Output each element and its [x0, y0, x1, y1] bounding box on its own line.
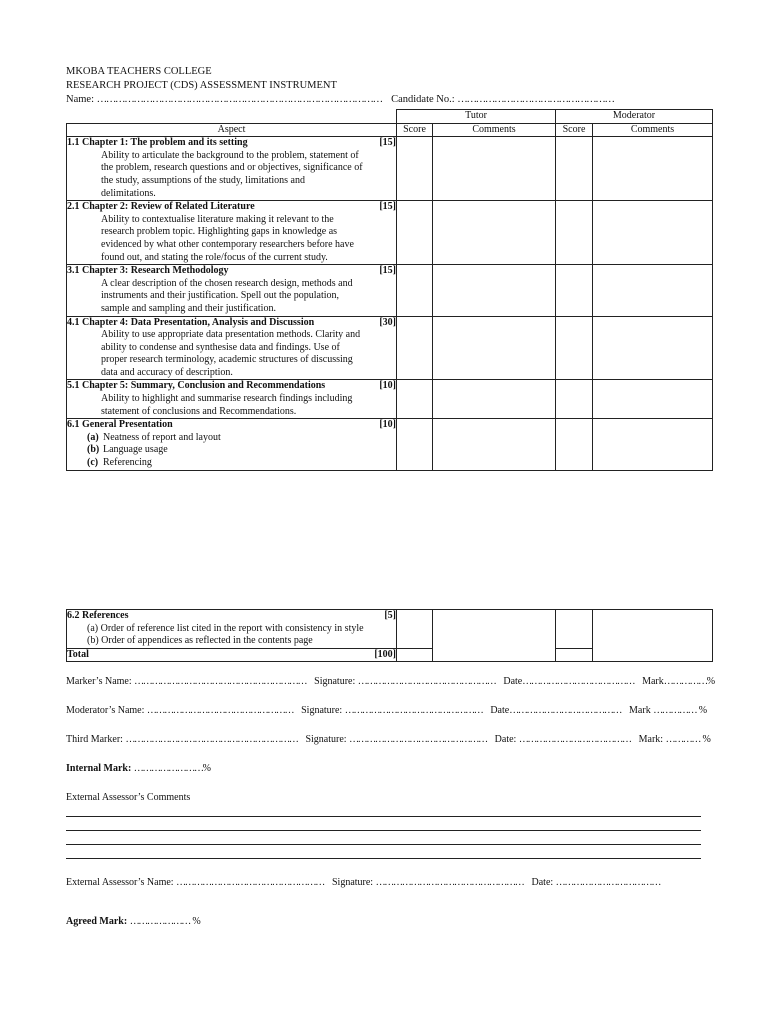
tutor-score-cell[interactable] — [397, 380, 433, 419]
name-line — [66, 94, 614, 107]
moderator-score-cell[interactable] — [556, 419, 593, 470]
third-signature-field[interactable]: ………………………………………… — [349, 734, 487, 745]
moderator-comments-cell[interactable] — [593, 316, 713, 380]
row-description: Ability to contextualise literature making it relevant to the research problem topic. Highlighting gaps in knowledge as evidenced by what other contemporary researchers before have found out, and stating the role/focus of the current study. — [101, 213, 354, 263]
tutor-comments-cell[interactable] — [433, 419, 556, 470]
table-row — [67, 316, 713, 380]
row-description: A clear description of the chosen research design, methods and instruments and their justification. Spell out the population, sample and sampling and their justification. — [101, 277, 353, 314]
assessment-table — [66, 109, 713, 471]
tutor-comments-header: Comments — [433, 123, 556, 137]
name-dots: ………………………………………………………………………………… — [96, 94, 382, 105]
row-mark: [10] — [379, 419, 396, 431]
comment-line[interactable] — [66, 858, 701, 859]
tutor-score-header: Score — [397, 123, 433, 137]
marker-line: Marker’s Name: …………………………………………………… Signature: ………………………………………… Date………………………………… Mark……………% — [66, 676, 716, 687]
moderator-score-cell[interactable] — [556, 380, 593, 419]
external-comments-label: External Assessor’s Comments — [66, 792, 191, 803]
table-row: 6.2 References [5] (a) Order of reference list cited in the report with consistency in style (b) Order of appendices as reflected in the contents page — [67, 610, 713, 649]
candidate-dots: …………………………………………… — [457, 94, 614, 105]
external-signature-field[interactable]: …………………………………………… — [375, 877, 524, 888]
marker-mark-field[interactable]: …………… — [663, 676, 707, 687]
third-marker-line: Third Marker: …………………………………………………… Signature: ………………………………………… Date: ………………………………… Mark: ………… % — [66, 734, 711, 745]
moderator-score-cell[interactable] — [556, 265, 593, 316]
agreed-mark-label: Agreed Mark: — [66, 916, 128, 927]
table-row — [67, 419, 713, 470]
tutor-score-cell[interactable] — [397, 265, 433, 316]
third-mark-label: Mark: — [638, 734, 664, 745]
row-mark: [15] — [379, 201, 396, 213]
third-date-label: Date: — [494, 734, 517, 745]
moderator-signature-field[interactable]: ………………………………………… — [344, 705, 483, 716]
marker-date-field[interactable]: ………………………………… — [522, 676, 635, 687]
comment-line[interactable] — [66, 844, 701, 845]
moderator-comments-cell[interactable] — [593, 201, 713, 265]
moderator-score-cell[interactable] — [556, 316, 593, 380]
table-row — [67, 380, 713, 419]
table-row — [67, 137, 713, 201]
row-title: 4.1 Chapter 4: Data Presentation, Analysis and Discussion — [67, 316, 315, 328]
moderator-comments-cell[interactable] — [593, 419, 713, 470]
marker-signature-field[interactable]: ………………………………………… — [357, 676, 496, 687]
row-mark: [30] — [379, 316, 396, 328]
third-signature-label: Signature: — [305, 734, 347, 745]
row-mark: [10] — [379, 380, 396, 392]
external-assessor-line — [66, 877, 660, 890]
moderator-mark-field[interactable]: …………… — [653, 705, 697, 716]
row-title: 6.1 General Presentation — [67, 419, 173, 431]
tutor-score-cell[interactable] — [397, 610, 433, 649]
table-row — [67, 201, 713, 265]
moderator-mark-label: Mark — [629, 705, 651, 716]
internal-mark-line: Internal Mark: ……………………% — [66, 763, 211, 774]
tutor-comments-cell[interactable] — [433, 137, 556, 201]
name-label: Name: — [66, 94, 94, 105]
external-name-label: External Assessor’s Name: — [66, 877, 174, 888]
tutor-total-cell[interactable] — [397, 648, 433, 662]
third-mark-field[interactable]: ………… — [665, 734, 700, 745]
marker-signature-label: Signature: — [314, 676, 356, 687]
moderator-name-label: Moderator’s Name: — [66, 705, 145, 716]
row-title: 6.2 References — [67, 610, 129, 621]
moderator-comments-cell[interactable] — [593, 380, 713, 419]
moderator-header: Moderator — [556, 110, 713, 124]
moderator-score-cell[interactable] — [556, 610, 593, 649]
college-name: MKOBA TEACHERS COLLEGE — [66, 66, 212, 77]
tutor-comments-cell[interactable] — [433, 610, 556, 662]
marker-name-field[interactable]: …………………………………………………… — [134, 676, 307, 687]
row-title: 5.1 Chapter 5: Summary, Conclusion and Recommendations — [67, 380, 326, 392]
tutor-score-cell[interactable] — [397, 419, 433, 470]
marker-date-label: Date — [503, 676, 523, 687]
external-date-field[interactable]: ……………………………… — [555, 877, 661, 888]
sub-item: (a) Neatness of report and layout — [87, 431, 221, 443]
aspect-header: Aspect — [67, 123, 397, 137]
candidate-label: Candidate No.: — [391, 94, 455, 105]
moderator-comments-cell[interactable] — [593, 137, 713, 201]
moderator-date-label: Date — [490, 705, 510, 716]
moderator-line: Moderator’s Name: …………………………………………… Signature: ………………………………………… Date………………………………… Mark …………… % — [66, 705, 708, 716]
comment-line[interactable] — [66, 830, 701, 831]
references-table — [66, 609, 713, 662]
tutor-header: Tutor — [397, 110, 556, 124]
row-description: Ability to highlight and summarise research findings including statement of conclusions and Recommendations. — [101, 393, 353, 417]
moderator-score-header: Score — [556, 123, 593, 137]
tutor-comments-cell[interactable] — [433, 201, 556, 265]
moderator-signature-label: Signature: — [301, 705, 343, 716]
row-title: 2.1 Chapter 2: Review of Related Literature — [67, 201, 255, 213]
agreed-mark-line: Agreed Mark: ………………… % — [66, 916, 201, 927]
tutor-comments-cell[interactable] — [433, 380, 556, 419]
comment-line[interactable] — [66, 816, 701, 817]
total-mark: [100] — [374, 648, 396, 660]
row-title: 1.1 Chapter 1: The problem and its setting — [67, 137, 248, 149]
sub-item: (c) Referencing — [87, 457, 152, 469]
total-label: Total — [67, 648, 89, 660]
document-title: RESEARCH PROJECT (CDS) ASSESSMENT INSTRUMENT — [66, 80, 337, 91]
marker-mark-label: Mark — [642, 676, 664, 687]
row-title: 3.1 Chapter 3: Research Methodology — [67, 265, 229, 277]
external-signature-label: Signature: — [331, 877, 374, 888]
moderator-total-cell[interactable] — [556, 648, 593, 662]
third-marker-label: Third Marker: — [66, 734, 123, 745]
moderator-comments-header: Comments — [593, 123, 713, 137]
tutor-score-cell[interactable] — [397, 137, 433, 201]
row-description: Ability to use appropriate data presentation methods. Clarity and ability to condense and synthesise data and findings. Use of proper research terminology, academic structures of discussing data and accuracy of description. — [101, 329, 361, 378]
marker-name-label: Marker’s Name: — [66, 676, 132, 687]
tutor-score-cell[interactable] — [397, 201, 433, 265]
moderator-comments-cell[interactable] — [593, 610, 713, 662]
internal-mark-label: Internal Mark: — [66, 763, 132, 774]
external-name-field[interactable]: …………………………………………… — [176, 877, 324, 888]
third-date-field[interactable]: ………………………………… — [518, 734, 631, 745]
sub-item: (b) Language usage — [87, 444, 168, 456]
external-date-label: Date: — [531, 877, 554, 888]
tutor-comments-cell[interactable] — [433, 316, 556, 380]
moderator-score-cell[interactable] — [556, 137, 593, 201]
moderator-date-field[interactable]: ………………………………… — [509, 705, 622, 716]
internal-mark-field[interactable]: …………………… — [133, 763, 203, 774]
row-mark: [15] — [379, 265, 396, 277]
tutor-score-cell[interactable] — [397, 316, 433, 380]
tutor-comments-cell[interactable] — [433, 265, 556, 316]
row-description: Ability to articulate the background to the problem, statement of the problem, research questions and or objectives, significance of the study, assumptions of the study, limitations and delimitations. — [101, 149, 363, 199]
table-row — [67, 265, 713, 316]
moderator-name-field[interactable]: …………………………………………… — [146, 705, 294, 716]
row-mark: [15] — [379, 137, 396, 149]
row-mark: [5] — [384, 610, 396, 621]
agreed-mark-field[interactable]: ………………… — [129, 916, 190, 927]
moderator-comments-cell[interactable] — [593, 265, 713, 316]
third-marker-field[interactable]: …………………………………………………… — [125, 734, 298, 745]
moderator-score-cell[interactable] — [556, 201, 593, 265]
